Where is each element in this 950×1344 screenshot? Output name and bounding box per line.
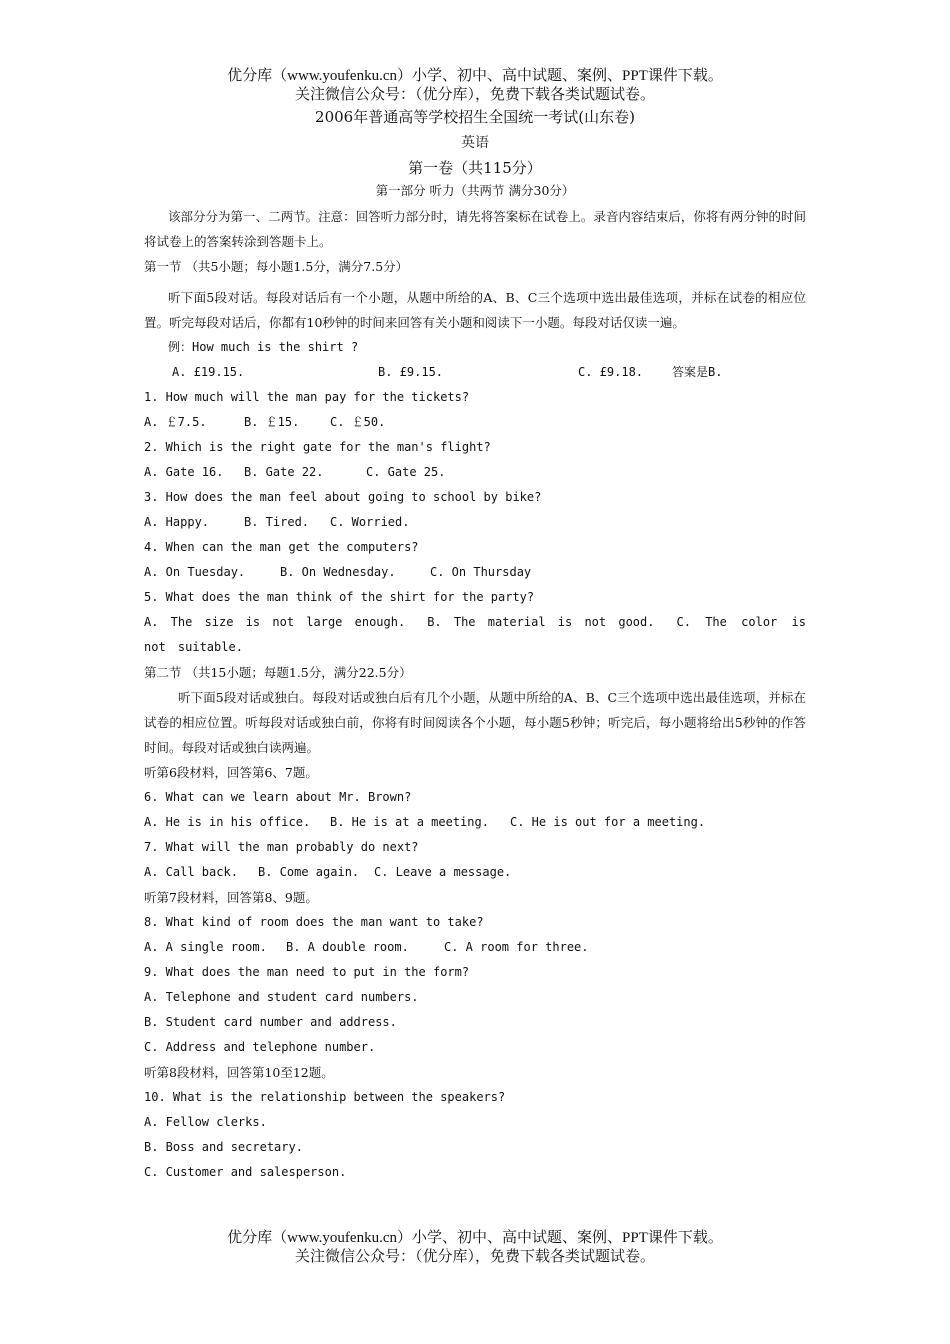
example-answer: 答案是B.	[672, 365, 723, 379]
question-8-options	[144, 935, 806, 960]
exam-content	[144, 204, 806, 1185]
option-a: A. Call back.	[144, 865, 238, 879]
option-c: C. A room for three.	[444, 940, 589, 954]
option-c: C. ￡50.	[330, 415, 386, 429]
question-5-options	[144, 610, 806, 660]
option-a: A. Gate 16.	[144, 465, 224, 479]
option-a: A. ￡7.5.	[144, 415, 207, 429]
option-a: A. The size is not large enough.	[144, 615, 406, 629]
example-options	[144, 360, 806, 385]
page-header	[0, 67, 950, 105]
question-3: 3. How does the man feel about going to school by bike?	[144, 490, 542, 504]
question-6: 6. What can we learn about Mr. Brown?	[144, 790, 412, 804]
option-b: B. ￡15.	[244, 415, 300, 429]
question-1-options	[144, 410, 806, 435]
question-10-option-b: B. Boss and secretary.	[144, 1140, 303, 1154]
option-c: C. He is out for a meeting.	[510, 815, 706, 829]
example-option-a: A. £19.15.	[172, 365, 245, 379]
header-line-1: 优分库（www.youfenku.cn）小学、初中、高中试题、案例、PPT课件下载。	[227, 68, 723, 84]
question-6-options	[144, 810, 806, 835]
example-question: 例：How much is the shirt ?	[168, 340, 359, 354]
question-7-options	[144, 860, 806, 885]
exam-title: 2006年普通高等学校招生全国统一考试(山东卷)	[315, 108, 635, 126]
question-10: 10. What is the relationship between the speakers?	[144, 1090, 506, 1104]
question-5: 5. What does the man think of the shirt for the party?	[144, 590, 535, 604]
question-4: 4. When can the man get the computers?	[144, 540, 419, 554]
intro-paragraph: 该部分分为第一、二两节。注意：回答听力部分时，请先将答案标在试卷上。录音内容结束后，你将有两分钟的时间将试卷上的答案转涂到答题卡上。	[144, 209, 806, 249]
header-line-2: 关注微信公众号：（优分库），免费下载各类试题试卷。	[294, 87, 655, 103]
option-a: A. A single room.	[144, 940, 267, 954]
section2-heading: 第二节 （共15小题；每题1.5分，满分22.5分）	[144, 665, 412, 680]
option-c: C. The color is not suitable.	[144, 615, 806, 654]
title-block	[0, 106, 950, 201]
question-8: 8. What kind of room does the man want to take?	[144, 915, 484, 929]
option-c: C. Leave a message.	[374, 865, 512, 879]
question-9-option-a: A. Telephone and student card numbers.	[144, 990, 419, 1004]
option-c: C. Gate 25.	[366, 465, 446, 479]
section1-instructions: 听下面5段对话。每段对话后有一个小题，从题中所给的A、B、C三个选项中选出最佳选项，并标在试卷的相应位置。听完每段对话后，你都有10秒钟的时间来回答有关小题和阅读下一小题。每段对话仅读一遍。	[144, 290, 806, 330]
option-a: A. He is in his office.	[144, 815, 311, 829]
footer-line-1: 优分库（www.youfenku.cn）小学、初中、高中试题、案例、PPT课件下载。	[227, 1230, 723, 1246]
material-8-label: 听第8段材料，回答第10至12题。	[144, 1065, 334, 1080]
question-9: 9. What does the man need to put in the form?	[144, 965, 470, 979]
question-7: 7. What will the man probably do next?	[144, 840, 419, 854]
option-b: B. Gate 22.	[244, 465, 324, 479]
option-b: B. On Wednesday.	[280, 565, 396, 579]
volume-title: 第一卷（共115分）	[408, 159, 542, 177]
option-a: A. Happy.	[144, 515, 210, 529]
question-2-options	[144, 460, 806, 485]
example-option-c: C. £9.18.	[578, 365, 644, 379]
footer-line-2: 关注微信公众号：（优分库），免费下载各类试题试卷。	[294, 1249, 655, 1265]
question-9-option-b: B. Student card number and address.	[144, 1015, 397, 1029]
question-9-option-c: C. Address and telephone number.	[144, 1040, 376, 1054]
subject-title: 英语	[461, 135, 489, 151]
option-b: B. He is at a meeting.	[330, 815, 489, 829]
question-4-options	[144, 560, 806, 585]
option-b: B. A double room.	[286, 940, 409, 954]
option-b: B. Tired.	[244, 515, 310, 529]
example-option-b: B. £9.15.	[378, 365, 444, 379]
question-2: 2. Which is the right gate for the man's flight?	[144, 440, 491, 454]
section2-instructions: 听下面5段对话或独白。每段对话或独白后有几个小题，从题中所给的A、B、C三个选项中选出最佳选项，并标在试卷的相应位置。听每段对话或独白前，你将有时间阅读各个小题，每小题5秒钟；听完后，每小题将给出5秒钟的作答时间。每段对话或独白读两遍。	[144, 690, 806, 755]
part-title: 第一部分 听力（共两节 满分30分）	[375, 183, 575, 198]
option-b: B. The material is not good.	[427, 615, 655, 629]
question-10-option-c: C. Customer and salesperson.	[144, 1165, 347, 1179]
option-c: C. On Thursday	[430, 565, 532, 579]
material-6-label: 听第6段材料，回答第6、7题。	[144, 765, 318, 780]
question-10-option-a: A. Fellow clerks.	[144, 1115, 267, 1129]
option-a: A. On Tuesday.	[144, 565, 246, 579]
section1-heading: 第一节 （共5小题；每小题1.5分，满分7.5分）	[144, 259, 409, 274]
page-footer	[0, 1229, 950, 1267]
material-7-label: 听第7段材料，回答第8、9题。	[144, 890, 318, 905]
option-b: B. Come again.	[258, 865, 360, 879]
question-3-options	[144, 510, 806, 535]
question-1: 1. How much will the man pay for the tickets?	[144, 390, 470, 404]
option-c: C. Worried.	[330, 515, 410, 529]
